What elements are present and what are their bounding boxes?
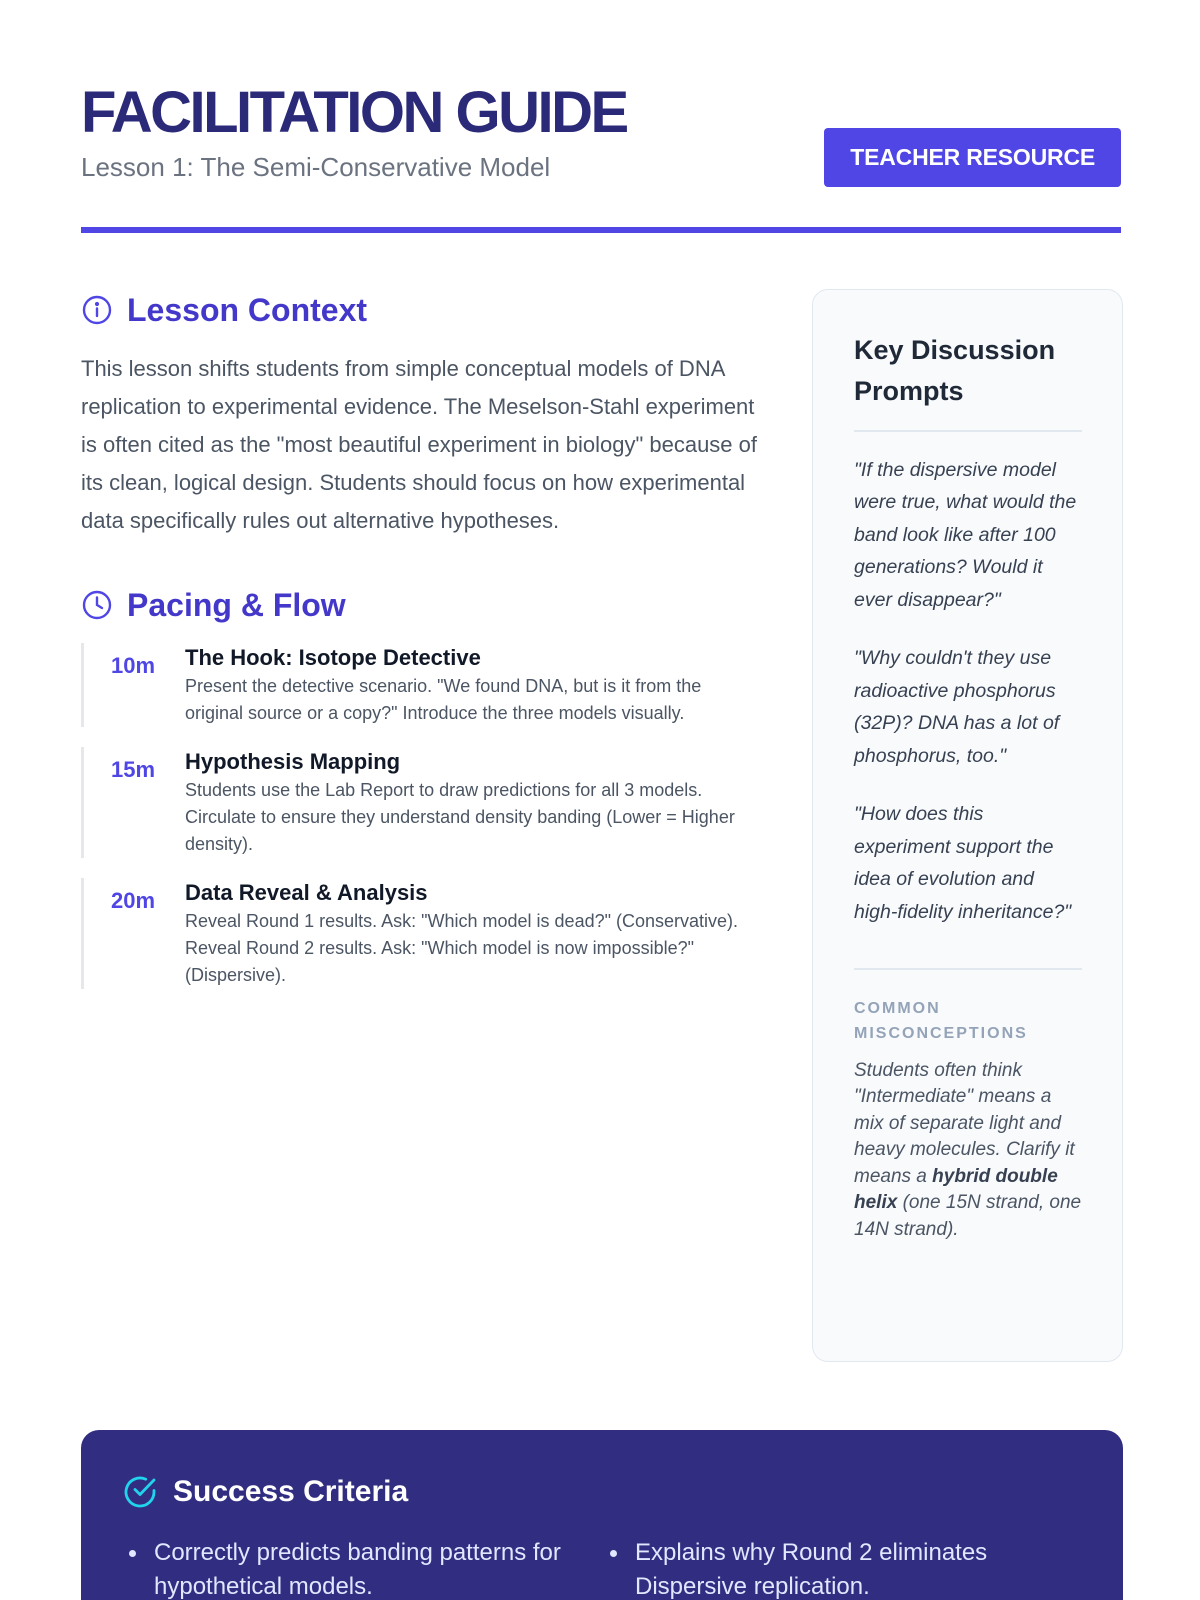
lesson-context-text: This lesson shifts students from simple conceptual models of DNA replication to experimental evidence. The Meselson-Stahl experiment is often cited as the "most beautiful experiment in biology" because of its clean, logical design. Students should focus on how experimental data specifically rules out alternative hypotheses. xyxy=(81,356,758,533)
misconceptions-text-start: Students often think "Intermediate" means a mix of separate light and heavy molecules. Clarify it means a xyxy=(854,1059,1075,1187)
pacing-title: Pacing & Flow xyxy=(127,587,346,623)
timeline-body xyxy=(185,747,761,858)
clock-icon xyxy=(81,589,113,621)
timeline-title: Data Reveal & Analysis xyxy=(185,880,428,905)
info-icon xyxy=(81,294,113,326)
discussion-sidebar xyxy=(812,289,1123,1362)
timeline-time: 20m xyxy=(111,888,156,913)
timeline-time: 10m xyxy=(111,653,156,678)
page-header xyxy=(81,80,1121,235)
timeline-time: 15m xyxy=(111,757,156,782)
check-circle-icon xyxy=(121,1473,159,1511)
discussion-prompts xyxy=(854,454,1082,929)
misconceptions-text-end: (one 15N strand, one 14N strand). xyxy=(854,1192,1082,1240)
criteria-column xyxy=(121,1536,602,1600)
misconceptions-text xyxy=(854,1058,1082,1244)
criteria-column xyxy=(602,1536,1083,1600)
sidebar-divider xyxy=(854,968,1082,970)
success-criteria-title: Success Criteria xyxy=(173,1475,409,1508)
criteria-item: Correctly predicts banding patterns for hypothetical models. xyxy=(121,1536,602,1600)
header-divider xyxy=(81,227,1121,233)
lesson-context-heading xyxy=(81,290,761,330)
timeline-item xyxy=(81,878,761,989)
timeline-body xyxy=(185,643,761,727)
timeline-item xyxy=(81,643,761,727)
timeline-title: Hypothesis Mapping xyxy=(185,749,401,774)
teacher-resource-badge: TEACHER RESOURCE xyxy=(824,128,1121,187)
timeline-item xyxy=(81,747,761,858)
success-criteria-panel xyxy=(81,1430,1123,1600)
timeline-body xyxy=(185,878,761,989)
timeline-title: The Hook: Isotope Detective xyxy=(185,645,481,670)
sidebar-divider xyxy=(854,430,1082,432)
timeline-description: Reveal Round 1 results. Ask: "Which model is dead?" (Conservative). Reveal Round 2 results. Ask: "Which model is now impossible?" (Dispersive). xyxy=(185,911,739,985)
discussion-prompt: "How does this experiment support the idea of evolution and high-fidelity inheritance?" xyxy=(854,803,1072,923)
pacing-section xyxy=(81,585,761,989)
misconceptions-label: COMMON MISCONCEPTIONS xyxy=(854,999,1028,1042)
sidebar-title: Key Discussion Prompts xyxy=(854,335,1056,406)
page-subtitle: Lesson 1: The Semi-Conservative Model xyxy=(81,152,551,182)
timeline-description: Present the detective scenario. "We found DNA, but is it from the original source or a copy?" Introduce the three models visually. xyxy=(185,676,702,723)
timeline-description: Students use the Lab Report to draw predictions for all 3 models. Circulate to ensure they understand density banding (Lower = Higher density). xyxy=(185,780,735,854)
lesson-context-title: Lesson Context xyxy=(127,292,368,328)
misconceptions-text-bold: hybrid double helix xyxy=(854,1165,1058,1213)
page-title: FACILITATION GUIDE xyxy=(81,80,627,145)
criteria-list xyxy=(121,1536,1083,1600)
criteria-item: Explains why Round 2 eliminates Dispersive replication. xyxy=(602,1536,1083,1600)
pacing-timeline xyxy=(81,643,761,989)
lesson-context-section xyxy=(81,290,761,540)
success-criteria-heading xyxy=(121,1472,1083,1512)
discussion-prompt: "Why couldn't they use radioactive phosphorus (32P)? DNA has a lot of phosphorus, too." xyxy=(854,647,1060,767)
pacing-heading xyxy=(81,585,761,625)
discussion-prompt: "If the dispersive model were true, what would the band look like after 100 generations? Would it ever disappear?" xyxy=(854,458,1077,611)
main-column xyxy=(81,290,761,1009)
